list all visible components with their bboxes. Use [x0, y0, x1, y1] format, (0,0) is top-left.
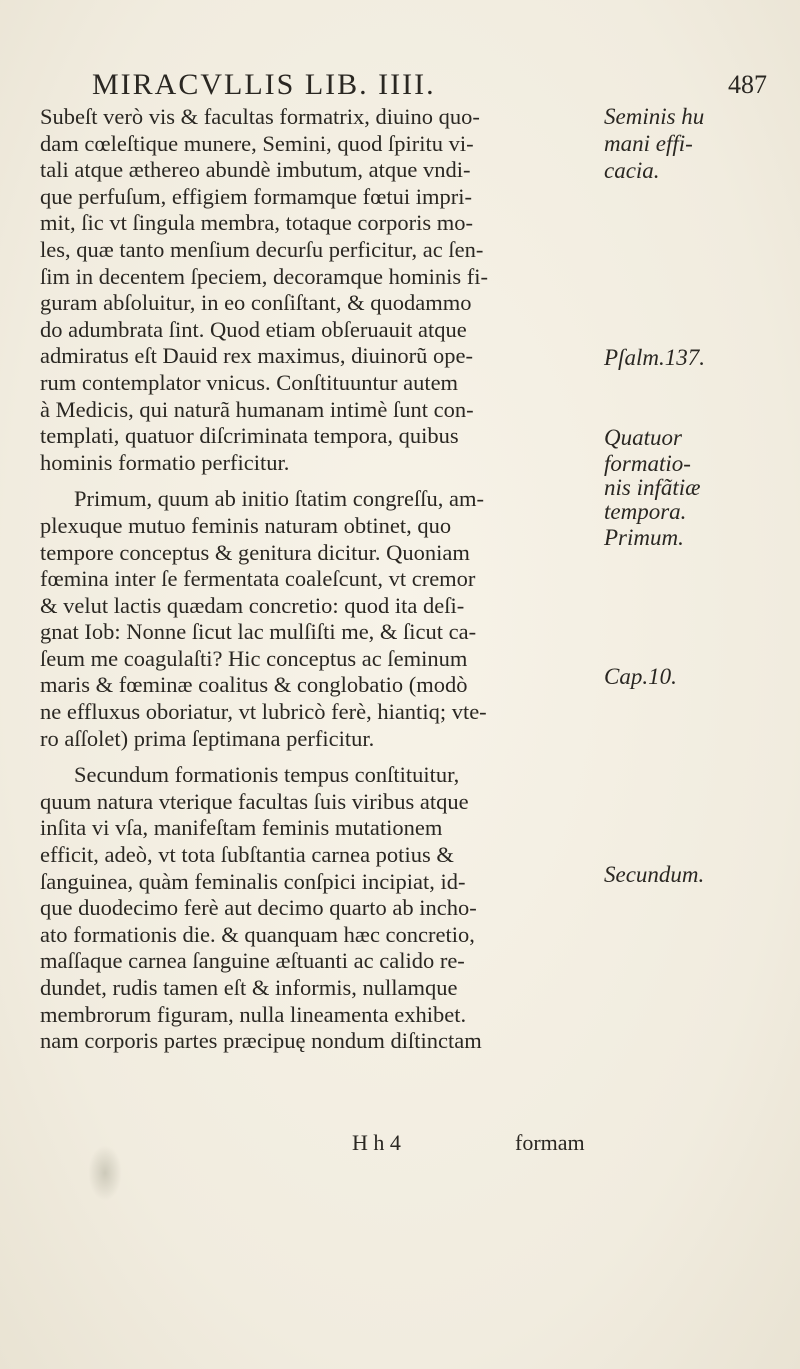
text-line: que perfuſum, effigiem formamque fœtui impri-: [40, 183, 472, 209]
text-line: fœmina inter ſe fermentata coaleſcunt, vt cremor: [40, 566, 476, 592]
paper-stain: [88, 1145, 122, 1201]
text-line: hominis formatio perficitur.: [40, 449, 290, 475]
margin-note: Seminis hu: [604, 104, 705, 129]
signature-mark: H h 4: [352, 1130, 401, 1155]
paragraph-gap: [40, 476, 600, 486]
margin-note: tempora.: [604, 499, 687, 524]
text-line: ſanguinea, quàm feminalis conſpici incipiat, id-: [40, 868, 466, 894]
text-line: maſſaque carnea ſanguine æſtuanti ac calido re-: [40, 948, 465, 974]
text-line: membrorum figuram, nulla lineamenta exhibet.: [40, 1001, 467, 1027]
main-text-column: [40, 104, 600, 1055]
text-line: que duodecimo ferè aut decimo quarto ab incho-: [40, 895, 477, 921]
margin-note: nis infãtiæ: [604, 475, 701, 500]
margin-note: mani effi-: [604, 131, 693, 156]
text-line: inſita vi vſa, manifeſtam feminis mutationem: [40, 815, 443, 841]
text-line: rum contemplator vnicus. Conſtituuntur autem: [40, 369, 459, 395]
margin-note: formatio-: [604, 451, 691, 476]
margin-note: Primum.: [604, 525, 684, 550]
text-line: nam corporis partes præcipuę nondum diſtinctam: [40, 1028, 482, 1054]
text-line: Subeſt verò vis & facultas formatrix, diuino quo-: [40, 104, 480, 129]
margin-note: Quatuor: [604, 425, 682, 450]
text-line: mit, ſic vt ſingula membra, totaque corporis mo-: [40, 210, 474, 236]
text-line: do adumbrata ſint. Quod etiam obſeruauit atque: [40, 316, 467, 342]
text-line: & velut lactis quædam concretio: quod ita deſi-: [40, 592, 465, 618]
paragraph-gap: [40, 752, 600, 762]
page-number: 487: [728, 70, 767, 99]
text-line: admiratus eſt Dauid rex maximus, diuinorũ ope-: [40, 343, 474, 369]
text-line: guram abſoluitur, in eo conſiſtant, & quodammo: [40, 290, 472, 316]
margin-note: Cap.10.: [604, 664, 677, 689]
text-line: les, quæ tanto menſium decurſu perficitur, ac ſen-: [40, 236, 484, 262]
page-header: [0, 68, 800, 108]
text-line: maris & fœminæ coalitus & conglobatio (modò: [40, 672, 468, 698]
text-line: plexuque mutuo feminis naturam obtinet, quo: [40, 512, 452, 538]
catchword: formam: [515, 1130, 585, 1155]
text-line: ro aſſolet) prima ſeptimana perficitur.: [40, 725, 375, 751]
text-line: ne effluxus oboriatur, vt lubricò ferè, hiantiq; vte-: [40, 699, 487, 725]
margin-note: Secundum.: [604, 862, 705, 887]
text-line: tempore conceptus & genitura dicitur. Quoniam: [40, 539, 470, 565]
text-line: Primum, quum ab initio ſtatim congreſſu, am-: [74, 486, 484, 512]
text-line: à Medicis, qui naturã humanam intimè ſunt con-: [40, 396, 474, 422]
text-line: Secundum formationis tempus conſtituitur,: [74, 762, 460, 788]
text-line: dundet, rudis tamen eſt & informis, nullamque: [40, 975, 458, 1000]
text-line: ſeum me coagulaſti? Hic conceptus ac ſeminum: [40, 645, 468, 671]
text-line: efficit, adeò, vt tota ſubſtantia carnea potius &: [40, 842, 454, 868]
running-title: MIRACVLLIS LIB. IIII.: [92, 68, 436, 101]
margin-note: Pſalm.137.: [604, 345, 705, 370]
text-line: ſim in decentem ſpeciem, decoramque hominis fi-: [40, 263, 488, 289]
text-line: gnat Iob: Nonne ſicut lac mulſiſti me, & ſicut ca-: [40, 619, 477, 645]
text-line: templati, quatuor diſcriminata tempora, quibus: [40, 423, 459, 449]
text-line: ato formationis die. & quanquam hæc concretio,: [40, 921, 475, 947]
text-line: quum natura vterique facultas ſuis viribus atque: [40, 788, 469, 814]
margin-note: cacia.: [604, 158, 660, 183]
text-line: dam cœleſtique munere, Semini, quod ſpiritu vi-: [40, 130, 474, 156]
text-line: tali atque æthereo abundè imbutum, atque vndi-: [40, 157, 471, 183]
